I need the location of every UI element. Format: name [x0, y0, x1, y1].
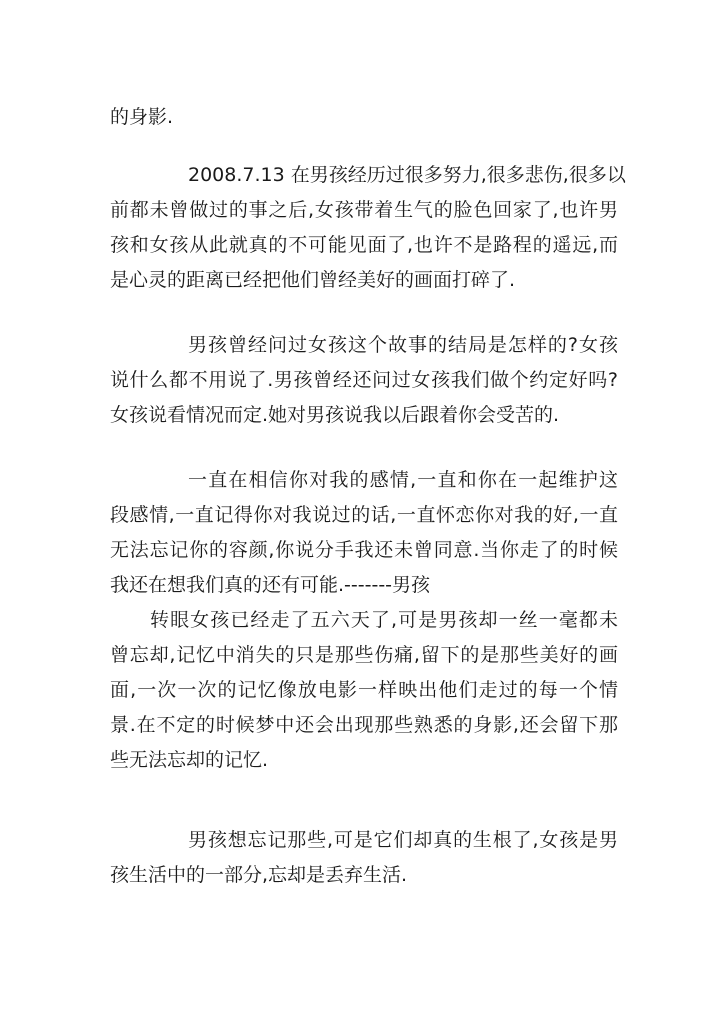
text-line: 孩和女孩从此就真的不可能见面了,也许不是路程的遥远,而 — [110, 234, 618, 256]
text-line: 无法忘记你的容颜,你说分手我还未曾同意.当你走了的时候 — [110, 539, 618, 561]
text-line: 是心灵的距离已经把他们曾经美好的画面打碎了. — [110, 269, 516, 291]
text-line: 面,一次一次的记忆像放电影一样映出他们走过的每一个情 — [110, 679, 618, 701]
text-line: 转眼女孩已经走了五六天了,可是男孩却一丝一毫都未 — [150, 609, 618, 631]
text-line: 一直在相信你对我的感情,一直和你在一起维护这 — [188, 469, 618, 491]
text-line: 孩生活中的一部分,忘却是丢弃生活. — [110, 864, 408, 886]
text-line: 前都未曾做过的事之后,女孩带着生气的脸色回家了,也许男 — [110, 199, 618, 221]
text-line: 段感情,一直记得你对我说过的话,一直怀恋你对我的好,一直 — [110, 504, 618, 526]
text-line: 景.在不定的时候梦中还会出现那些熟悉的身影,还会留下那 — [110, 714, 618, 736]
text-line: 些无法忘却的记忆. — [110, 749, 269, 771]
text-line: 男孩曾经问过女孩这个故事的结局是怎样的?女孩 — [188, 334, 618, 356]
text-line: 女孩说看情况而定.她对男孩说我以后跟着你会受苦的. — [110, 404, 560, 426]
text-line: 我还在想我们真的还有可能.-------男孩 — [110, 574, 431, 596]
text-line: 2008.7.13 在男孩经历过很多努力,很多悲伤,很多以 — [188, 164, 626, 186]
text-line: 曾忘却,记忆中消失的只是那些伤痛,留下的是那些美好的画 — [110, 644, 618, 666]
text-line: 男孩想忘记那些,可是它们却真的生根了,女孩是男 — [188, 829, 618, 851]
text-line: 的身影. — [110, 106, 174, 128]
text-line: 说什么都不用说了.男孩曾经还问过女孩我们做个约定好吗? — [110, 369, 618, 391]
